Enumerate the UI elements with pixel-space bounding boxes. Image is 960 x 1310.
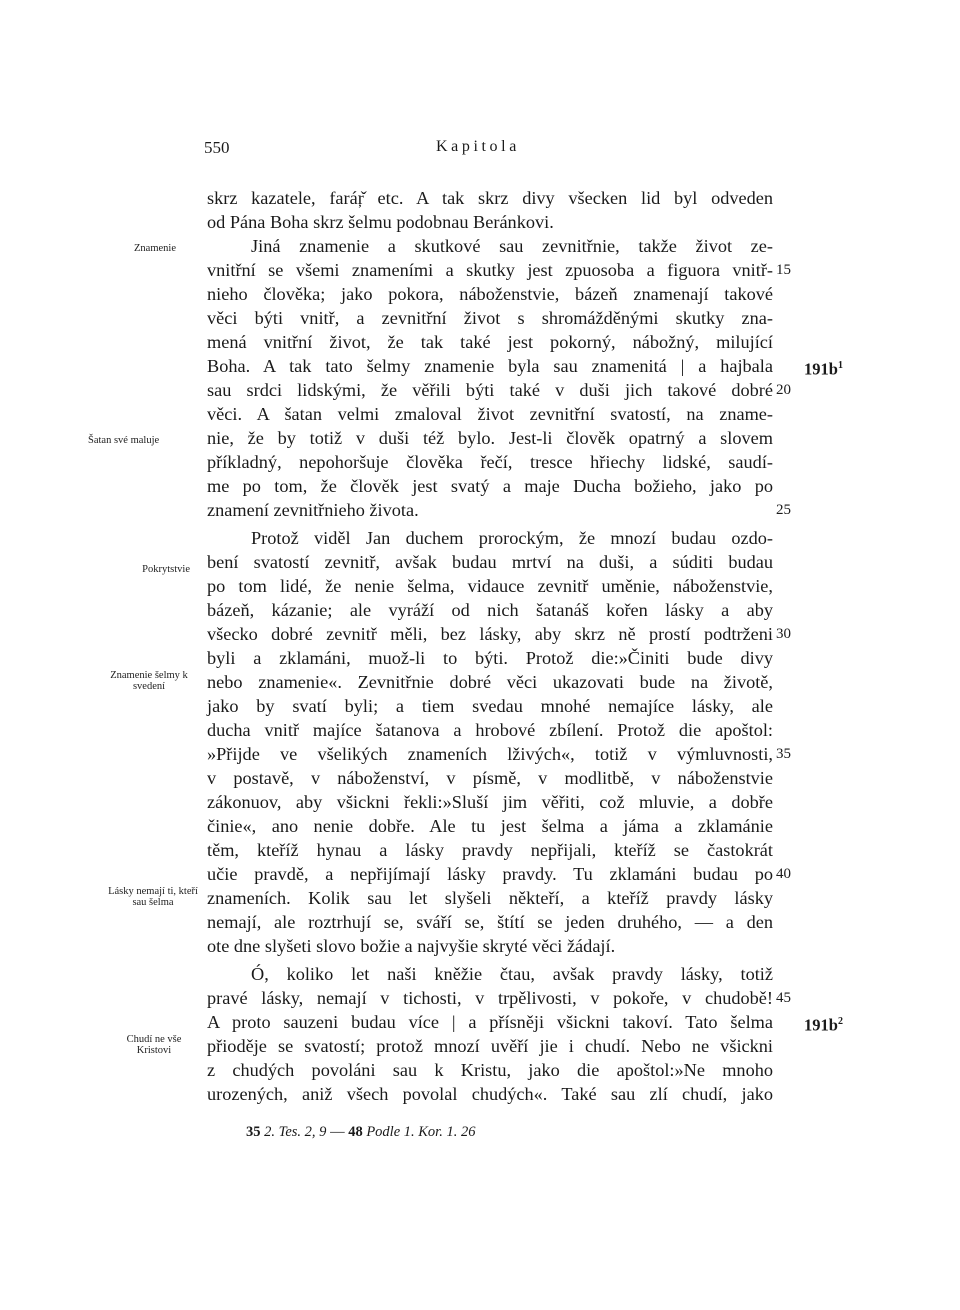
folio-sup: 1 (837, 360, 843, 371)
margin-note: Znamenie (134, 243, 176, 254)
text-line: ducha vnitř majíce šatanova a hrobové zbílení. Protož die apoštol: (207, 720, 773, 740)
text-line: byli a zklamáni, muož-li to býti. Protož die:»Činiti bude divy (207, 648, 773, 668)
text-line: věci býti vnitř, a zevnitřní život s shromážděnými skutky zna- (207, 308, 773, 328)
margin-note: Lásky nemají ti, kteří sau šelma (108, 886, 198, 908)
running-title: Kapitola (436, 138, 520, 155)
margin-note: Pokrytstvie (142, 564, 190, 575)
text-line: bení svatostí zevnitř, avšak budau mrtví na duši, a súditi budau (207, 552, 773, 572)
folio-sup: 2 (837, 1016, 843, 1027)
text-line: ote dne slyšeti slovo božie a najvyšie skryté věci žádají. (207, 936, 616, 956)
page-number: 550 (204, 138, 230, 157)
line-number: 40 (776, 866, 791, 882)
text-line: A proto sauzeni budau více | a přísněji všickni takoví. Tato šelma (207, 1012, 773, 1032)
footnote-line-ref: 48 (348, 1124, 363, 1140)
text-line: nieho člověka; jako pokora, náboženstvie, bázeň znamenají takové (207, 284, 773, 304)
text-line: příkladný, nepohoršuje člověka řečí, tresce hřiechy lidské, saudí- (207, 452, 773, 472)
page-header (0, 138, 960, 162)
line-number: 45 (776, 990, 791, 1006)
line-number: 15 (776, 262, 791, 278)
text-line: mená vnitřní život, že tak také jest pokorný, nábožný, milující (207, 332, 773, 352)
text-line: me po tom, že člověk jest svatý a maje Ducha božieho, jako po (207, 476, 773, 496)
text-line: Ó, koliko let naši kněžie čtau, avšak pravdy lásky, totiž (251, 964, 773, 984)
margin-note: Chudí ne vše Kristovi (126, 1034, 182, 1056)
text-line: skrz kazatele, faráŗ̌ etc. A tak skrz divy všecken lid byl odveden (207, 188, 773, 208)
text-line: činie«, ano nenie dobře. Ale tu jest šelma a jáma a zklamánie (207, 816, 773, 836)
footnote-source: Podle 1. Kor. 1. 26 (366, 1124, 476, 1140)
margin-note: Znamenie šelmy k svedení (110, 670, 188, 692)
text-line: jako by svatí byli; a tiem svedau mnohé nemajíce lásky, ale (207, 696, 773, 716)
text-line: Protož viděl Jan duchem prorockým, že mnozí budau ozdo- (251, 528, 773, 548)
text-line: znameních. Kolik sau let slyšeli někteří, a kteříž pravdy lásky (207, 888, 773, 908)
text-line: z chudých povoláni sau k Kristu, jako die apoštol:»Ne mnoho (207, 1060, 773, 1080)
text-line: v postavě, v náboženství, v písmě, v modlitbě, v náboženstvie (207, 768, 773, 788)
text-line: nie, že by totiž v duši též bylo. Jest-li člověk opatrný a slovem (207, 428, 773, 448)
text-line: nemají, ale roztrhují se, sváří se, štítí se jeden druhého, — a den (207, 912, 773, 932)
text-line: Jiná znamenie a skutkové sau zevnitřnie, takže život ze- (251, 236, 773, 256)
text-line: zákonuov, aby všickni řekli:»Sluší jim věřiti, což mluvie, a dobře (207, 792, 773, 812)
text-line: všecko dobré zevnitř měli, bez lásky, aby skrz ně prostí podtrženi (207, 624, 773, 644)
text-line: Boha. A tak tato šelmy znamenie byla sau znamenitá | a hajbala (207, 356, 773, 376)
line-number: 25 (776, 502, 791, 518)
text-line: přioděje se svatostí; protož mnozí uvěří jie i chudí. Nebo ne všickni (207, 1036, 773, 1056)
text-line: sau srdci lidskými, že věřili býti také v duši jich takové dobré (207, 380, 773, 400)
footnote (246, 1124, 475, 1141)
text-line: »Přijde ve všelikých znameních lživých«, totiž v výmluvnosti, (207, 744, 773, 764)
folio-main: 191b (804, 1015, 838, 1035)
folio-mark (804, 1010, 843, 1038)
text-line: nebo znamenie«. Zevnitřnie dobré věci ukazovati bude na životě, (207, 672, 773, 692)
line-number: 30 (776, 626, 791, 642)
folio-main: 191b (804, 359, 838, 379)
text-line: vnitřní se všemi znameními a skutky jest zpuosoba a figuora vnitř- (207, 260, 773, 280)
folio-mark (804, 354, 843, 382)
text-line: těm, kteříž hynau a lásky pravdy nepřijali, kteříž se častokrát (207, 840, 773, 860)
text-line: pravé lásky, nemají v tichosti, v trpělivosti, v pokoře, v chudobě! (207, 988, 773, 1008)
text-line: po tom lidé, že nenie šelma, vidauce zevnitř uměnie, náboženstvie, (207, 576, 773, 596)
footnote-source: 2. Tes. 2, 9 (264, 1124, 327, 1140)
text-line: bázeň, kázanie; ale vyráží od nich šatanáš kořen lásky a aby (207, 600, 773, 620)
margin-note: Šatan své maluje (88, 435, 160, 446)
text-line: učie pravdě, a nepřijímají lásky pravdy. Tu zklamáni budau po (207, 864, 773, 884)
text-line: od Pána Boha skrz šelmu podobnau Beránkovi. (207, 212, 554, 232)
footnote-dash: — (330, 1124, 345, 1140)
line-number: 35 (776, 746, 791, 762)
text-line: věci. A šatan velmi zmaloval život zevnitřní svatostí, na zname- (207, 404, 773, 424)
text-line: urozených, aniž všech povolal chudých«. Také sau zlí chudí, jako (207, 1084, 773, 1104)
text-line: znamení zevnitřnieho života. (207, 500, 419, 520)
footnote-line-ref: 35 (246, 1124, 261, 1140)
line-number: 20 (776, 382, 791, 398)
